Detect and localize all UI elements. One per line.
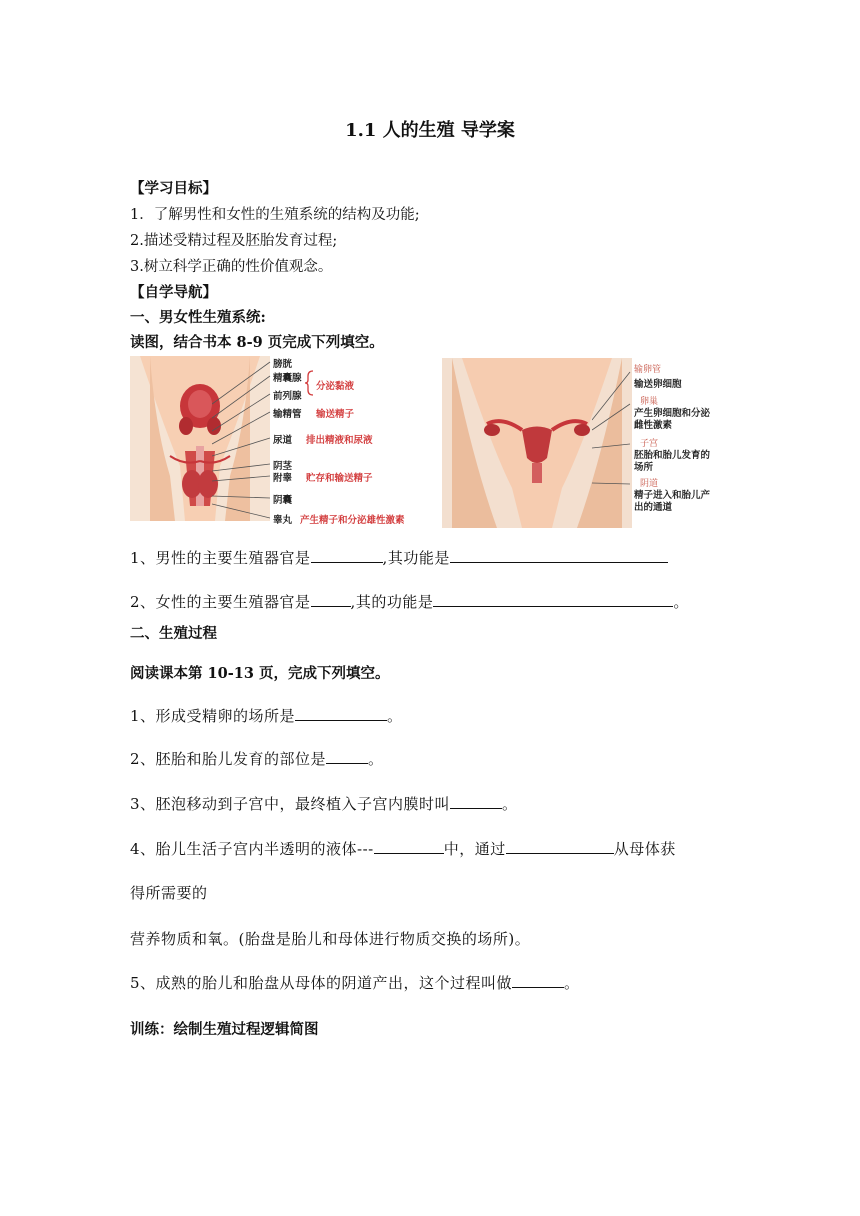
- question-2: [130, 591, 689, 612]
- blank-input[interactable]: [311, 591, 351, 607]
- blank-input[interactable]: [433, 591, 673, 607]
- section-2-instruction: 阅读课本第 10-13 页，完成下列填空。: [130, 665, 390, 682]
- function-vagina: 精子进入和胎儿产出的通道: [634, 490, 711, 513]
- function-discharge: 排出精液和尿液: [306, 435, 373, 446]
- male-leader-lines: [212, 356, 272, 524]
- function-uterus: 胚胎和胎儿发育的场所: [634, 450, 711, 473]
- process-question-2-text: 2、胚胎和胎儿发育的部位是: [130, 750, 327, 768]
- process-question-2-end: 。: [368, 750, 384, 768]
- practice-heading: 训练：绘制生殖过程逻辑简图: [130, 1021, 319, 1038]
- process-question-3-end: 。: [502, 795, 518, 813]
- blank-input[interactable]: [374, 838, 444, 854]
- function-oviduct: 输送卵细胞: [634, 379, 682, 390]
- process-question-5-end: 。: [564, 974, 580, 992]
- label-uterus: 子宫: [640, 439, 659, 449]
- process-question-1-text: 1、形成受精卵的场所是: [130, 707, 296, 725]
- process-question-5-text: 5、成熟的胎儿和胎盘从母体的阴道产出，这个过程叫做: [130, 974, 513, 992]
- blank-input[interactable]: [450, 793, 502, 809]
- question-1-text-b: ,其功能是: [382, 549, 450, 567]
- label-oviduct: 输卵管: [634, 365, 662, 375]
- function-store-sperm: 贮存和输送精子: [306, 473, 373, 484]
- nav-header: 【自学导航】: [130, 284, 217, 301]
- blank-input[interactable]: [311, 547, 383, 563]
- function-ovary: 产生卵细胞和分泌雌性激素: [634, 408, 711, 431]
- process-question-3-text: 3、胚泡移动到子宫中，最终植入子宫内膜时叫: [130, 795, 451, 813]
- blank-input[interactable]: [506, 838, 614, 854]
- page-title: 1.1 人的生殖 导学案: [345, 120, 515, 141]
- process-question-1-end: 。: [387, 707, 403, 725]
- goal-2: 2.描述受精过程及胚胎发育过程;: [130, 233, 338, 249]
- goal-3: 3.树立科学正确的性价值观念。: [130, 259, 333, 275]
- question-2-text-c: 。: [673, 593, 689, 611]
- label-vas-deferens: 输精管: [273, 409, 302, 420]
- process-question-3: [130, 793, 518, 814]
- male-reproductive-figure: [130, 356, 430, 524]
- label-bladder: 膀胱: [273, 359, 293, 370]
- label-vagina: 阴道: [640, 479, 659, 489]
- process-question-4-text-a: 4、胎儿生活子宫内半透明的液体---: [130, 840, 374, 858]
- question-1: [130, 547, 668, 568]
- female-reproductive-figure: [442, 358, 727, 528]
- label-epididymis: 附睾: [273, 473, 293, 484]
- process-question-4-text-b: 中，通过: [443, 840, 506, 858]
- process-question-4-line-3: 营养物质和氧。(胎盘是胎儿和母体进行物质交换的场所)。: [130, 930, 531, 948]
- brace-icon: [305, 370, 315, 396]
- process-question-5: [130, 972, 580, 993]
- section-1-title: 一、男女性生殖系统:: [130, 309, 266, 326]
- process-question-2: [130, 748, 384, 769]
- label-urethra: 尿道: [273, 435, 293, 446]
- question-2-text-a: 2、女性的主要生殖器官是: [130, 593, 311, 611]
- blank-input[interactable]: [326, 748, 368, 764]
- label-testis: 睾丸: [273, 515, 293, 526]
- process-question-4: [130, 838, 676, 859]
- process-question-4-text-c: 从母体获: [613, 840, 676, 858]
- question-1-text-a: 1、男性的主要生殖器官是: [130, 549, 311, 567]
- goal-1: 1．了解男性和女性的生殖系统的结构及功能;: [130, 207, 420, 223]
- goals-header: 【学习目标】: [130, 180, 217, 197]
- section-2-title: 二、生殖过程: [130, 625, 217, 642]
- blank-input[interactable]: [450, 547, 668, 563]
- function-transport-sperm: 输送精子: [316, 409, 355, 420]
- process-question-4-line-2: 得所需要的: [130, 884, 208, 902]
- blank-input[interactable]: [295, 705, 387, 721]
- process-question-1: [130, 705, 403, 726]
- section-1-instruction: 读图，结合书本 8-9 页完成下列填空。: [130, 334, 384, 351]
- function-testis: 产生精子和分泌雄性激素: [300, 515, 405, 526]
- female-leader-lines: [592, 358, 632, 528]
- blank-input[interactable]: [512, 972, 564, 988]
- label-penis: 阴茎: [273, 461, 293, 472]
- label-ovary: 卵巢: [640, 397, 659, 407]
- label-scrotum: 阴囊: [273, 495, 293, 506]
- function-secrete-mucus: 分泌黏液: [316, 381, 355, 392]
- question-2-text-b: ,其的功能是: [350, 593, 434, 611]
- label-prostate: 前列腺: [273, 391, 302, 402]
- label-seminal-vesicle: 精囊腺: [273, 373, 302, 384]
